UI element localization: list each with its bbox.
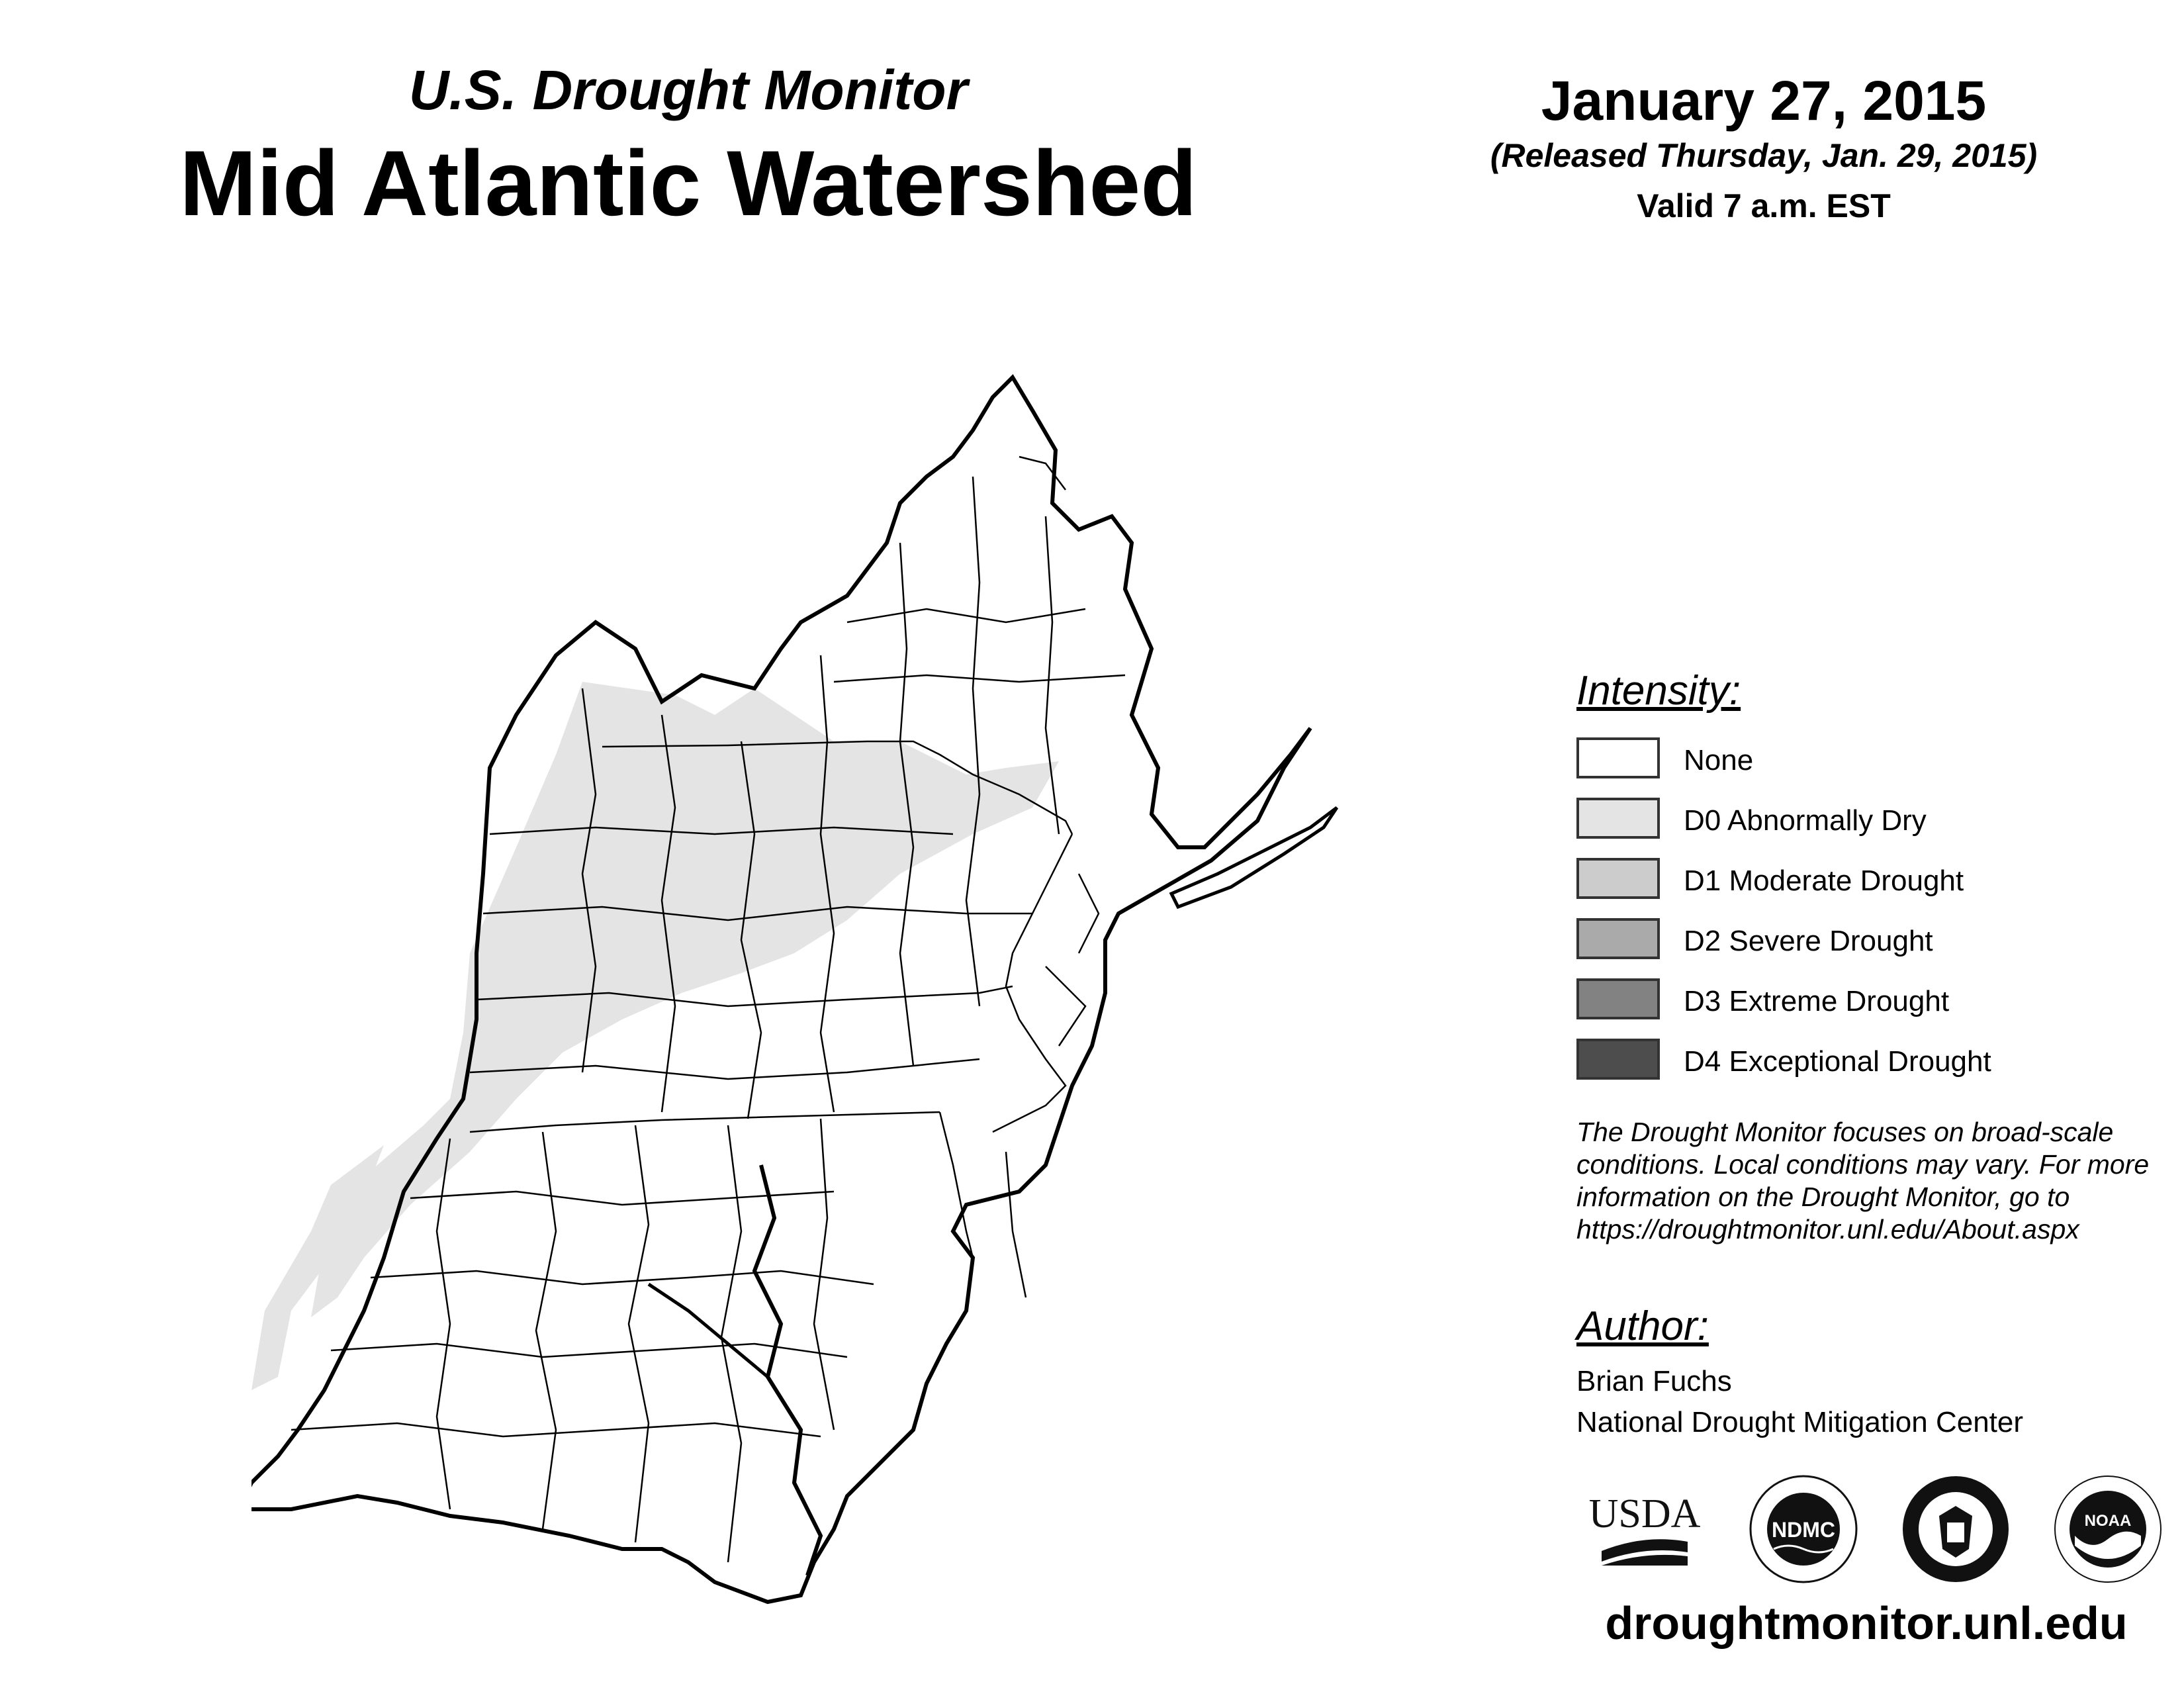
drought-map [251, 371, 1343, 1615]
legend-swatch [1576, 1039, 1660, 1080]
chesapeake-bay [754, 1165, 821, 1575]
noaa-logo-text: NOAA [2084, 1512, 2132, 1530]
usda-logo-text: USDA [1588, 1491, 1701, 1536]
map-super-title: U.S. Drought Monitor [408, 59, 968, 121]
legend-label: D3 Extreme Drought [1684, 985, 1950, 1017]
map-date: January 27, 2015 [1541, 70, 1987, 132]
author-organization: National Drought Mitigation Center [1576, 1406, 2024, 1438]
ndmc-logo [1747, 1473, 1860, 1585]
legend-label: None [1684, 744, 1754, 776]
d0-area [311, 682, 1059, 1317]
legend-item-none [1576, 737, 2106, 781]
author-name: Brian Fuchs [1576, 1365, 1732, 1397]
legend-item-d0 [1576, 798, 2106, 841]
county-lines [291, 457, 1125, 1562]
legend-label: D4 Exceptional Drought [1684, 1045, 1991, 1078]
noaa-logo [2052, 1473, 2164, 1585]
state-line-pa-nj [993, 834, 1072, 1132]
legend-label: D1 Moderate Drought [1684, 865, 1964, 897]
release-date: (Released Thursday, Jan. 29, 2015) [1490, 137, 2038, 174]
legend-swatch [1576, 918, 1660, 959]
legend-label: D2 Severe Drought [1684, 925, 1933, 957]
legend-item-d4 [1576, 1039, 2106, 1082]
legend-swatch [1576, 798, 1660, 839]
legend-swatch [1576, 978, 1660, 1019]
potomac-river [649, 1284, 768, 1377]
ndmc-logo-text: NDMC [1772, 1518, 1835, 1542]
legend-swatch [1576, 858, 1660, 899]
usda-logo [1588, 1473, 1701, 1585]
map-title: Mid Atlantic Watershed [179, 131, 1197, 235]
valid-time: Valid 7 a.m. EST [1637, 187, 1891, 224]
legend-label: D0 Abnormally Dry [1684, 804, 1927, 837]
legend-heading: Intensity: [1576, 668, 1741, 714]
legend-item-d3 [1576, 978, 2106, 1022]
author-heading: Author: [1576, 1303, 1709, 1349]
commerce-seal-logo [1899, 1473, 2012, 1585]
legend-item-d2 [1576, 918, 2106, 962]
legend-swatch [1576, 737, 1660, 778]
disclaimer-note: The Drought Monitor focuses on broad-scale conditions. Local conditions may vary. For more information on the Drought Monitor, go to https://droughtmonitor.unl.edu/About.aspx [1576, 1117, 2150, 1244]
d0-area-south [251, 1145, 384, 1390]
website-url[interactable]: droughtmonitor.unl.edu [1605, 1597, 2128, 1649]
state-line-pa-md [470, 1112, 940, 1132]
legend-item-d1 [1576, 858, 2106, 902]
watershed-outline [251, 377, 1310, 1602]
